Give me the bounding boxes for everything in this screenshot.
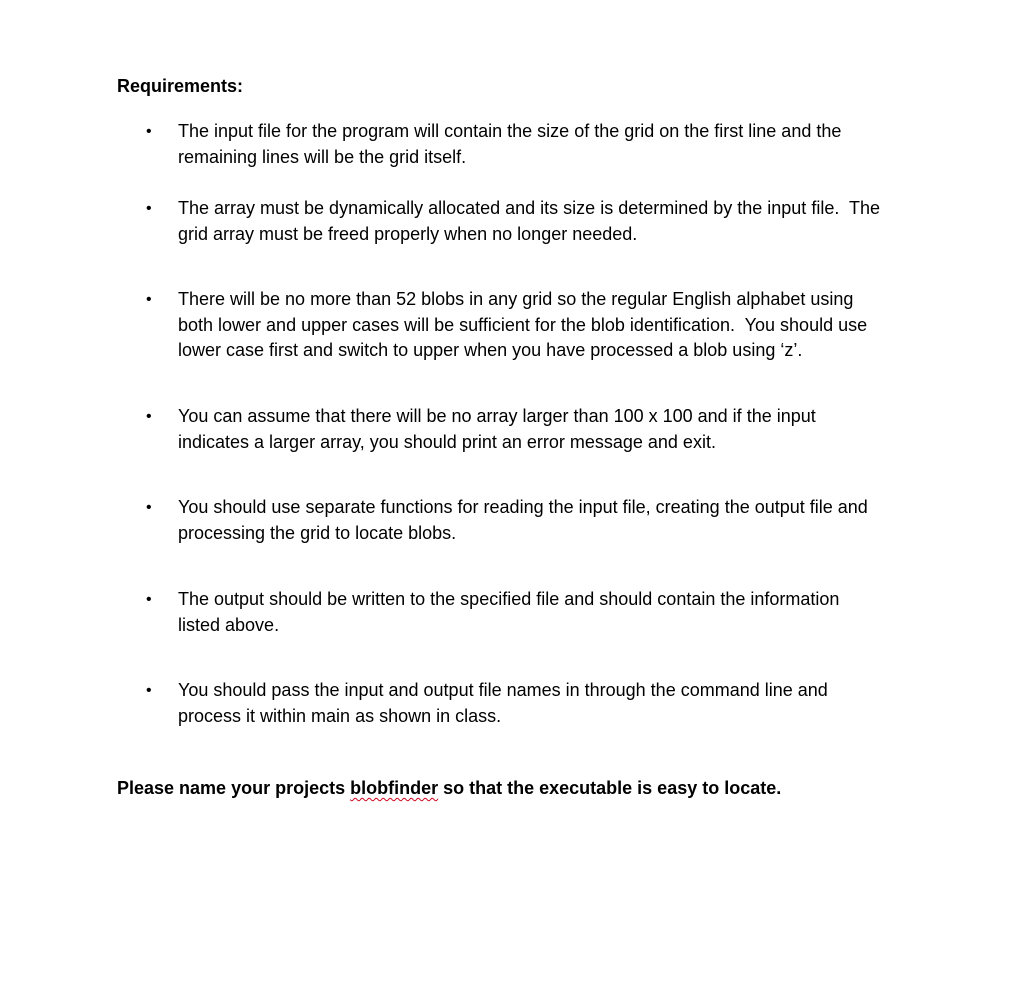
requirement-text: There will be no more than 52 blobs in any grid so the regular English alphabet using both lower and upper cases will be sufficient for the blob identification. You should use lower case first and switch to upper when you have processed a blob using ‘z’. [178, 289, 868, 360]
bullet-icon: • [146, 291, 152, 308]
requirement-text: The output should be written to the specified file and should contain the information listed above. [178, 589, 840, 635]
bullet-icon: • [146, 123, 152, 140]
footer-text-before: Please name your projects [117, 778, 351, 798]
bullet-icon: • [146, 200, 152, 217]
project-name-note [117, 777, 781, 799]
project-name: blobfinder [350, 778, 439, 798]
requirements-heading: Requirements: [117, 76, 244, 96]
bullet-icon: • [146, 499, 152, 516]
requirement-text: You should pass the input and output file names in through the command line and process it within main as shown in class. [178, 680, 828, 726]
requirement-text: You should use separate functions for reading the input file, creating the output file and processing the grid to locate blobs. [178, 497, 868, 543]
requirement-text: The array must be dynamically allocated and its size is determined by the input file. The grid array must be freed properly when no longer needed. [178, 198, 881, 244]
bullet-icon: • [146, 591, 152, 608]
requirement-text: You can assume that there will be no array larger than 100 x 100 and if the input indicates a larger array, you should print an error message and exit. [178, 406, 816, 452]
requirement-text: The input file for the program will contain the size of the grid on the first line and the remaining lines will be the grid itself. [178, 121, 842, 167]
bullet-icon: • [146, 682, 152, 699]
footer-text-after: so that the executable is easy to locate. [438, 778, 782, 798]
bullet-icon: • [146, 408, 152, 425]
